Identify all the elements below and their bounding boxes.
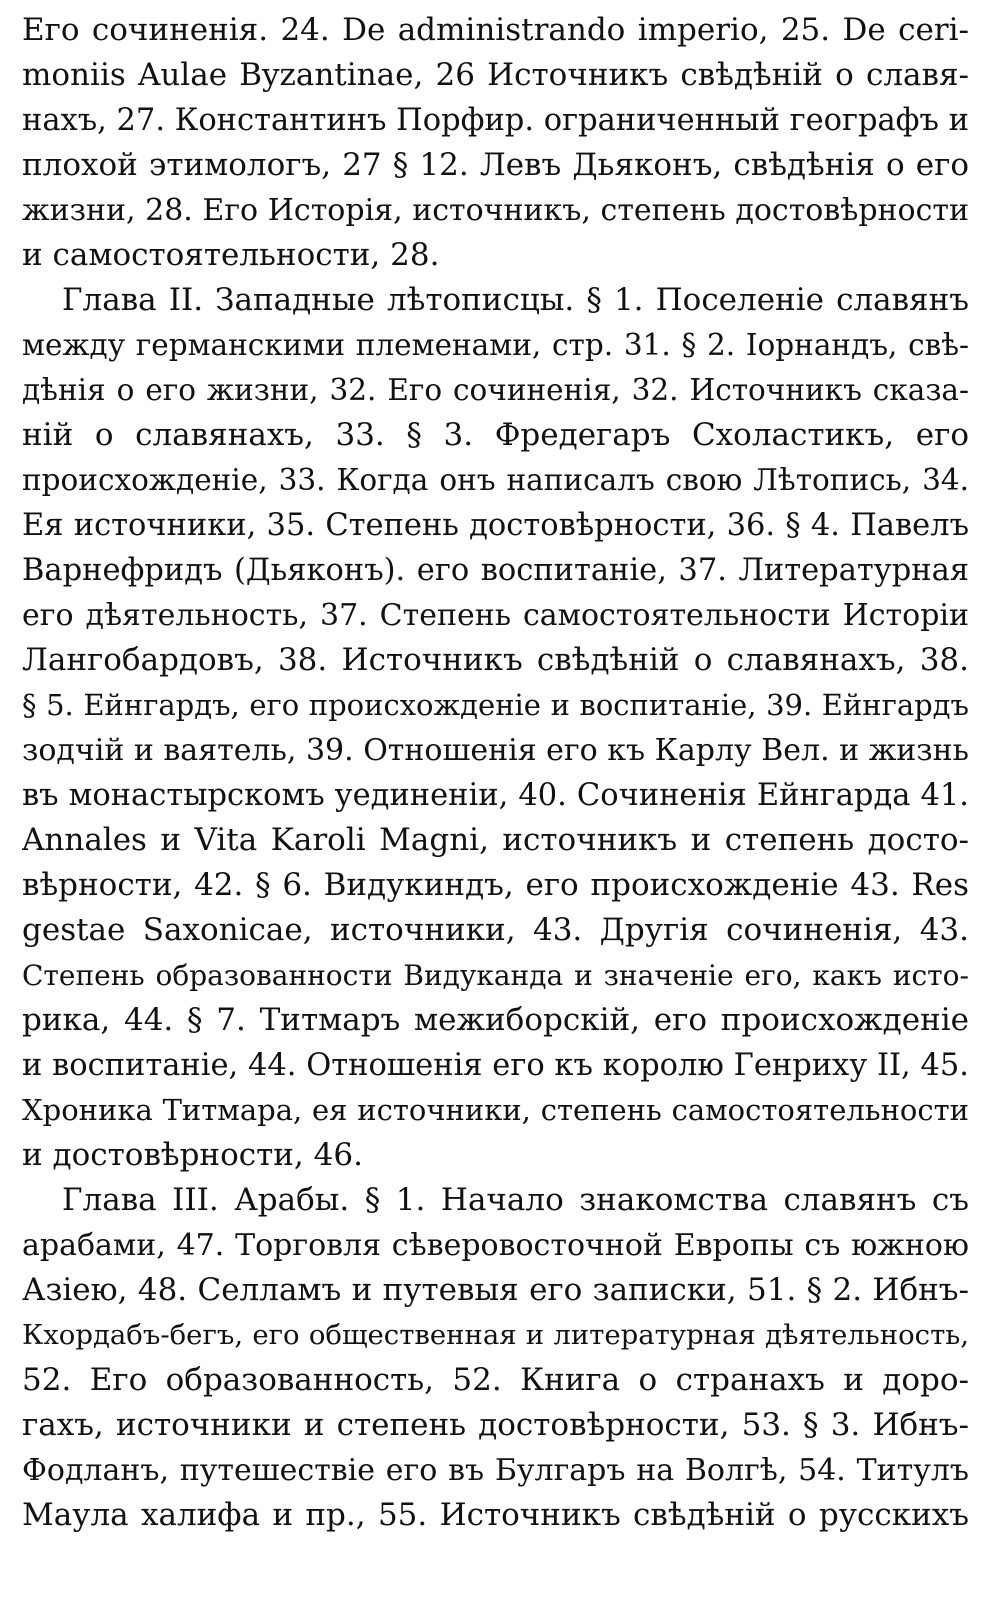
text-line: въ монастырскомъ уединеніи, 40. Сочиненія Ейнгарда 41. [22, 778, 969, 813]
text-line: Фодланъ, путешествіе его въ Булгаръ на Волгѣ, 54. Титулъ [22, 1453, 969, 1488]
text-line: гахъ, источники и степень достовѣрности, 53. § 3. Ибнъ- [22, 1407, 969, 1443]
text-line: рика, 44. § 7. Титмаръ межиборскій, его происхожденіе [22, 1002, 969, 1038]
text-line: Варнефридъ (Дьяконъ). его воспитаніе, 37. Литературная [22, 553, 969, 588]
text-line: Степень образованности Видуканда и значеніе его, какъ исто- [22, 959, 969, 992]
text-line: Азіею, 48. Селламъ и путевыя его записки, 51. § 2. Ибнъ- [22, 1272, 969, 1308]
text-line: и достовѣрности, 46. [22, 1137, 363, 1173]
text-line: Хроника Титмара, ея источники, степень самостоятельности [22, 1093, 969, 1127]
chapter-2-heading-line: Глава II. Западные лѣтописцы. § 1. Поселеніе славянъ [62, 282, 969, 318]
text-line: его дѣятельность, 37. Степень самостоятельности Исторіи [22, 598, 969, 633]
text-line: арабами, 47. Торговля сѣверовосточной Европы съ южною [22, 1228, 969, 1263]
text-line: Кхордабъ-бегъ, его общественная и литературная дѣятельность, [22, 1319, 969, 1351]
text-line: Его сочиненія. 24. De administrando imperio, 25. De ceri- [22, 12, 969, 48]
text-line: дѣнія о его жизни, 32. Его сочиненія, 32. Источникъ сказа- [22, 373, 969, 407]
text-line: 52. Его образованность, 52. Книга о странахъ и доро- [22, 1362, 969, 1398]
text-line: Маула халифа и пр., 55. Источникъ свѣдѣній о русскихъ [22, 1497, 969, 1533]
text-line: вѣрности, 42. § 6. Видукиндъ, его происхожденіе 43. Res [22, 867, 969, 903]
text-line: жизни, 28. Его Исторія, источникъ, степень достовѣрности [22, 193, 969, 228]
text-line: между германскими племенами, стр. 31. § 2. Iорнандъ, свѣ- [22, 328, 969, 362]
text-line: gestae Saxonicae, источники, 43. Другія сочиненія, 43. [22, 912, 969, 948]
text-line: происхожденіе, 33. Когда онъ написалъ свою Лѣтопись, 34. [22, 463, 969, 497]
chapter-3-heading-line: Глава III. Арабы. § 1. Начало знакомства славянъ съ [62, 1182, 969, 1218]
text-line: Ея источники, 35. Степень достовѣрности, 36. § 4. Павелъ [22, 508, 969, 543]
text-line: и самостоятельности, 28. [22, 237, 440, 273]
text-line: § 5. Ейнгардъ, его происхожденіе и воспитаніе, 39. Ейнгардъ [22, 688, 969, 722]
text-line: Лангобардовъ, 38. Источникъ свѣдѣній о славянахъ, 38. [22, 642, 969, 678]
text-line: плохой этимологъ, 27 § 12. Левъ Дьяконъ, свѣдѣнія о его [22, 147, 969, 183]
text-line: нахъ, 27. Константинъ Порфир. ограниченный географъ и [22, 103, 969, 138]
text-line: и воспитаніе, 44. Отношенія его къ королю Генриху II, 45. [22, 1048, 969, 1083]
text-line: Annales и Vita Karoli Magni, источникъ и степень досто- [22, 822, 969, 858]
text-line: moniis Aulae Byzantinae, 26 Источникъ свѣдѣній о славя- [22, 57, 969, 93]
text-line: ній о славянахъ, 33. § 3. Фредегаръ Схоластикъ, его [22, 417, 969, 453]
text-line: зодчій и ваятель, 39. Отношенія его къ Карлу Вел. и жизнь [22, 733, 969, 768]
